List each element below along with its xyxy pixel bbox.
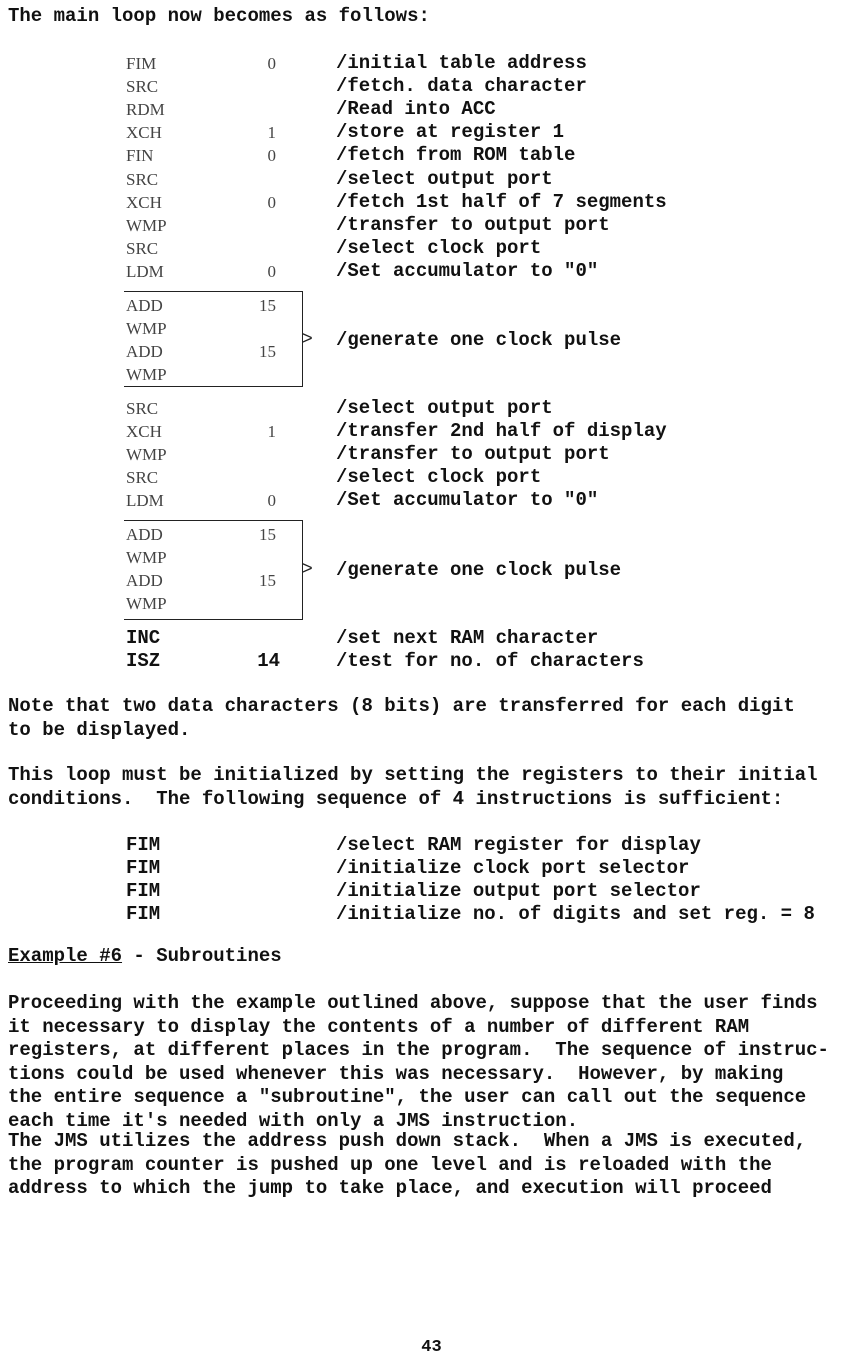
bracket-comment: /generate one clock pulse xyxy=(336,559,622,581)
init-op: FIM xyxy=(126,834,161,856)
loop-op: ADD xyxy=(126,342,163,361)
loop-arg: 1 xyxy=(267,422,276,441)
loop-comment: /transfer to output port xyxy=(336,214,610,236)
loop-op: SRC xyxy=(126,399,159,418)
loop-arg: 15 xyxy=(259,525,276,544)
loop-op: FIM xyxy=(126,54,157,73)
init-op: FIM xyxy=(126,903,161,925)
loop-op: FIN xyxy=(126,146,154,165)
loop-comment: /test for no. of characters xyxy=(336,650,644,672)
loop-arg: 15 xyxy=(259,571,276,590)
loop-op: RDM xyxy=(126,100,165,119)
page-number: 43 xyxy=(421,1338,442,1357)
loop-op: SRC xyxy=(126,239,159,258)
loop-op: WMP xyxy=(126,548,167,567)
loop-comment: /select clock port xyxy=(336,466,542,488)
loop-comment: /select output port xyxy=(336,168,553,190)
loop-op: ADD xyxy=(126,296,163,315)
loop-op: ADD xyxy=(126,525,163,544)
intro-text: The main loop now becomes as follows: xyxy=(8,5,430,27)
loop-op: LDM xyxy=(126,262,164,281)
jms-paragraph: The JMS utilizes the address push down stack. When a JMS is executed, the program counter is pushed up one level and is reloaded with the address to which the jump to take place, and execution will proceed xyxy=(8,1130,807,1199)
loop-arg: 15 xyxy=(259,296,276,315)
loop-arg: 15 xyxy=(259,342,276,361)
loop-comment: /transfer 2nd half of display xyxy=(336,420,667,442)
loop-op: ISZ xyxy=(126,650,161,672)
bracket-point: > xyxy=(302,330,313,350)
loop-comment: /transfer to output port xyxy=(336,443,610,465)
example-heading xyxy=(8,945,282,968)
bracket-comment: /generate one clock pulse xyxy=(336,329,622,351)
loop-op: WMP xyxy=(126,319,167,338)
loop-arg: 0 xyxy=(267,193,276,212)
loop-op: LDM xyxy=(126,491,164,510)
loop-comment: /fetch. data character xyxy=(336,75,587,97)
init-comment: /initialize output port selector xyxy=(336,880,701,902)
loop-comment: /fetch from ROM table xyxy=(336,144,576,166)
loop-op: XCH xyxy=(126,123,162,142)
loop-arg: 0 xyxy=(267,146,276,165)
loop-op: WMP xyxy=(126,445,167,464)
example-number: Example #6 xyxy=(8,945,123,967)
loop-comment: /initial table address xyxy=(336,52,587,74)
note-paragraph: Note that two data characters (8 bits) are transferred for each digit to be displayed. xyxy=(8,695,795,741)
loop-op: SRC xyxy=(126,77,159,96)
init-op: FIM xyxy=(126,880,161,902)
loop-op: XCH xyxy=(126,422,162,441)
bracket-point: > xyxy=(302,560,313,580)
init-comment: /initialize no. of digits and set reg. = 8 xyxy=(336,903,815,925)
loop-op: SRC xyxy=(126,170,159,189)
init-op: FIM xyxy=(126,857,161,879)
init-comment: /select RAM register for display xyxy=(336,834,701,856)
loop-comment: /Set accumulator to "0" xyxy=(336,260,599,282)
loop-op: WMP xyxy=(126,594,167,613)
loop-comment: /store at register 1 xyxy=(336,121,565,143)
loop-op: XCH xyxy=(126,193,162,212)
loop-op: WMP xyxy=(126,365,167,384)
loop-arg: 0 xyxy=(267,262,276,281)
loop-comment: /set next RAM character xyxy=(336,627,599,649)
init-comment: /initialize clock port selector xyxy=(336,857,690,879)
loop-op: ADD xyxy=(126,571,163,590)
example-title: - Subroutines xyxy=(122,945,282,967)
loop-comment: /Set accumulator to "0" xyxy=(336,489,599,511)
loop-op: SRC xyxy=(126,468,159,487)
loop-arg: 0 xyxy=(267,491,276,510)
loop-arg: 14 xyxy=(257,650,280,672)
loop-arg: 1 xyxy=(267,123,276,142)
subroutine-paragraph: Proceeding with the example outlined above, suppose that the user finds it necessary to display the contents of a number of different RAM registers, at different places in the program. The sequence of instruc- tions could be used whenever this was necessary. However, by making the entire sequence a "subroutine", the user can call out the sequence each time it's needed with only a JMS instruction. xyxy=(8,992,829,1132)
loop-comment: /Read into ACC xyxy=(336,98,496,120)
init-paragraph: This loop must be initialized by setting the registers to their initial conditions. The following sequence of 4 instructions is sufficient: xyxy=(8,764,818,810)
loop-comment: /fetch 1st half of 7 segments xyxy=(336,191,667,213)
loop-op: WMP xyxy=(126,216,167,235)
loop-op: INC xyxy=(126,627,161,649)
loop-comment: /select output port xyxy=(336,397,553,419)
loop-comment: /select clock port xyxy=(336,237,542,259)
loop-arg: 0 xyxy=(267,54,276,73)
